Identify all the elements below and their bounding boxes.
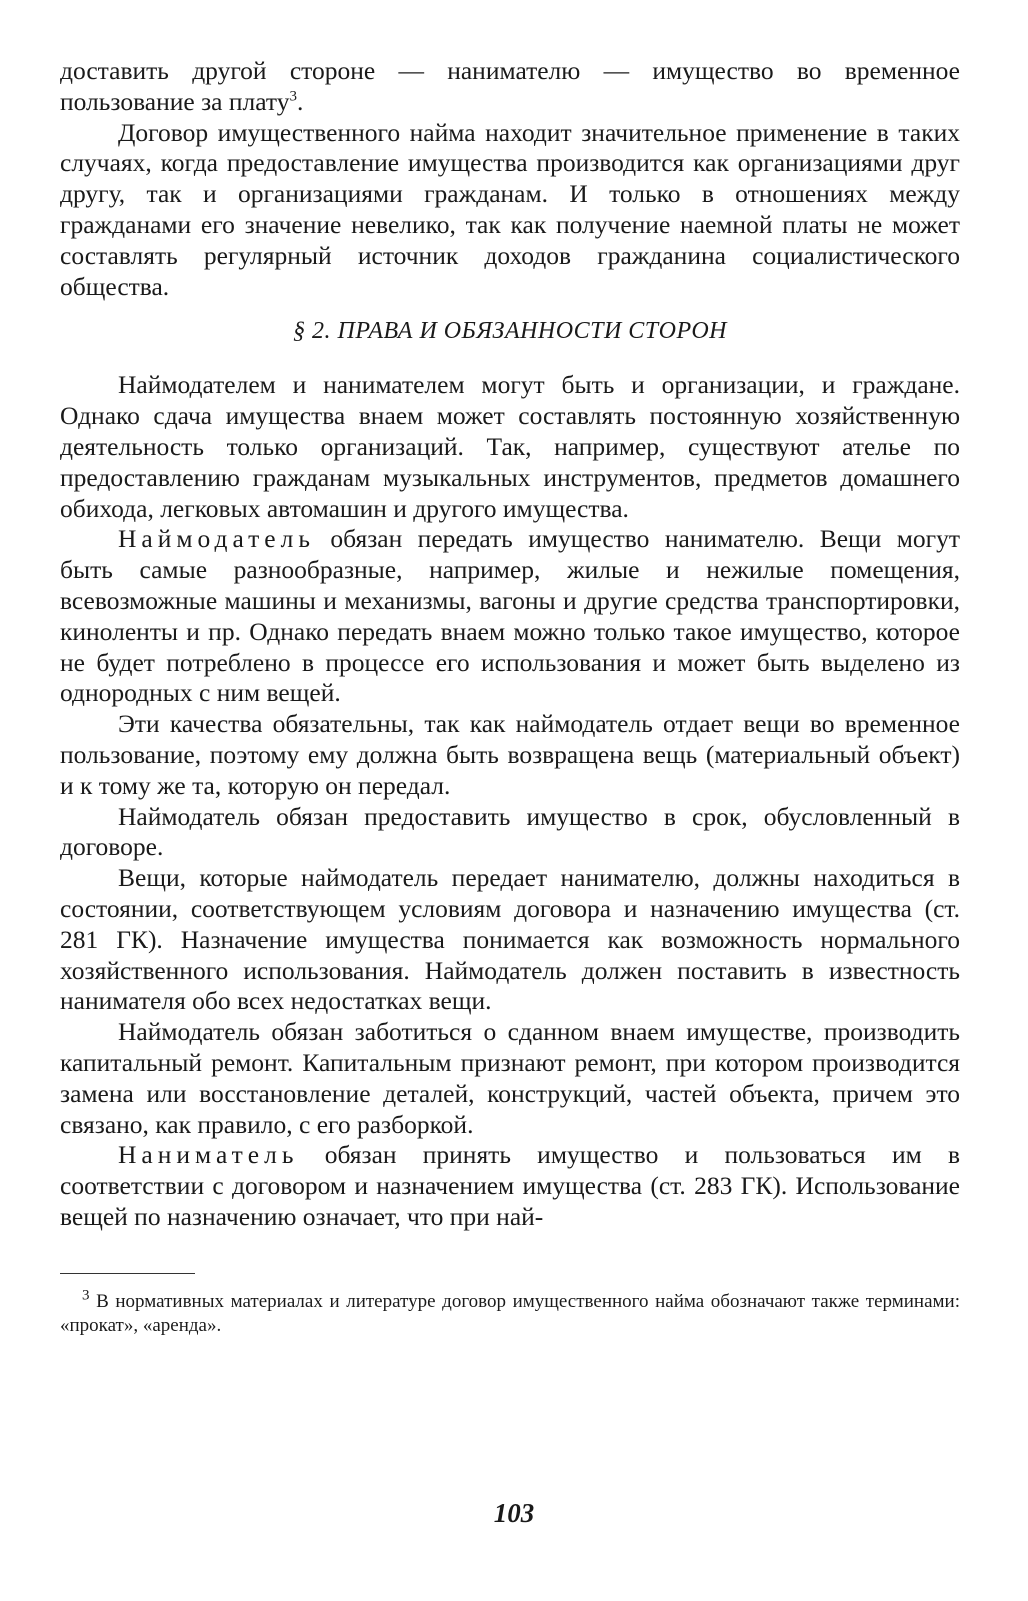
paragraph-parties: Наймодателем и нанимателем могут быть и организации, и граждане. Однако сдача имущества внаем может составлять постоянную хозяйственную деятельность только организаций. Так, например, существуют ателье по предоставлению гражданам музыкальных инструментов, предметов домашнего обихода, легковых автомашин и другого имущества.: [60, 370, 960, 523]
paragraph-continuation: [60, 56, 960, 118]
page-body: [60, 56, 960, 1338]
paragraph-lease-usage: Договор имущественного найма находит значительное применение в таких случаях, когда предоставление имущества производится как организациями друг другу, так и организациями гражданам. И только в отношениях между гражданами его значение невелико, так как получение наемной платы не может составлять регулярный источник доходов гражданина социалистического общества.: [60, 117, 960, 301]
footnote-text: В нормативных материалах и литературе договор имущественного найма обозначают также терминами: «прокат», «аренда».: [60, 1290, 960, 1336]
paragraph-tenant-duty: [60, 1140, 960, 1232]
footnote-reference[interactable]: 3: [289, 88, 297, 105]
spaced-term: Наниматель: [118, 1140, 299, 1170]
paragraph-punctuation: .: [296, 86, 304, 116]
footnote-mark: 3: [82, 1287, 90, 1304]
page-number: 103: [493, 1498, 535, 1528]
spaced-term: Наймодатель: [118, 524, 315, 554]
paragraph-landlord-duty: [60, 524, 960, 709]
paragraph-text: обязан принять имущество и пользоваться им в соответствии с договором и назначением имущества (ст. 283 ГК). Использование вещей по назначению означает, что при най-: [60, 1140, 960, 1231]
paragraph-repair: Наймодатель обязан заботиться о сданном внаем имуществе, производить капитальный ремонт. Капитальным признают ремонт, при котором производится замена или восстановление деталей, конструкций, частей объекта, причем это связано, как правило, с его разборкой.: [60, 1017, 960, 1139]
footnote: [60, 1287, 960, 1338]
paragraph-text: обязан передать имущество нанимателю. Вещи могут быть самые разнообразные, например, жилые и нежилые помещения, всевозможные машины и механизмы, вагоны и другие средства транспортировки, киноленты и пр. Однако передать внаем можно только такое имущество, которое не будет потреблено в процессе его использования и может быть выделено из однородных с ним вещей.: [60, 524, 960, 708]
paragraph-text: доставить другой стороне — нанимателю — имущество во временное пользование за плату: [60, 56, 960, 116]
footnote-divider: [60, 1273, 195, 1274]
paragraph-qualities: Эти качества обязательны, так как наймодатель отдает вещи во временное пользование, поэтому ему должна быть возвращена вещь (материальный объект) и к тому же та, которую он передал.: [60, 709, 960, 800]
paragraph-condition: Вещи, которые наймодатель передает нанимателю, должны находиться в состоянии, соответствующем условиям договора и назначению имущества (ст. 281 ГК). Назначение имущества понимается как возможность нормального хозяйственного использования. Наймодатель должен поставить в известность нанимателя обо всех недостатках вещи.: [60, 863, 960, 1016]
paragraph-term: Наймодатель обязан предоставить имущество в срок, обусловленный в договоре.: [60, 801, 960, 862]
section-heading: § 2. ПРАВА И ОБЯЗАННОСТИ СТОРОН: [293, 318, 727, 345]
